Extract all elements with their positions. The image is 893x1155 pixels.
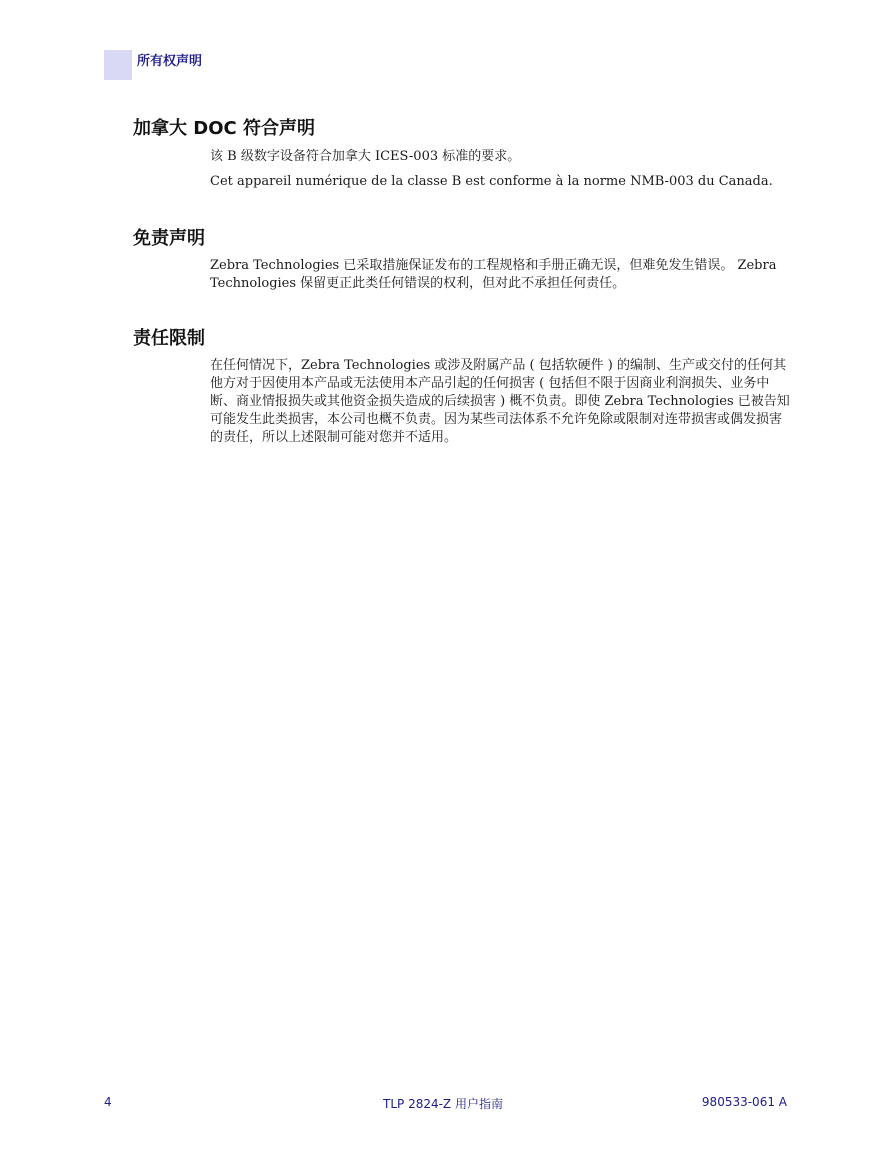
section-heading-disclaimer: 免责声明	[133, 228, 205, 249]
paragraph-disclaimer: Zebra Technologies 已采取措施保证发布的工程规格和手册正确无误，但难免发生错误。 Zebra Technologies 保留更正此类任何错误的权利，但对此不承担任何责任。	[210, 258, 777, 291]
paragraph-canada-doc-chinese: 该 B 级数字设备符合加拿大 ICES-003 标准的要求。	[210, 149, 521, 164]
running-header-title: 所有权声明	[137, 54, 203, 69]
section-heading-canada-doc: 加拿大 DOC 符合声明	[133, 118, 315, 139]
footer-doc-number: 980533-061 A	[701, 1095, 787, 1109]
section-heading-liability-limitation: 责任限制	[133, 328, 205, 349]
footer-guide-title: TLP 2824-Z 用户指南	[383, 1097, 503, 1111]
paragraph-canada-doc-french: Cet appareil numérique de la classe B est conforme à la norme NMB-003 du Canada.	[210, 174, 773, 189]
footer-page-number: 4	[104, 1095, 112, 1109]
paragraph-liability-limitation: 在任何情况下，Zebra Technologies 或涉及附属产品 ( 包括软硬件 ) 的编制、生产或交付的任何其他方对于因使用本产品或无法使用本产品引起的任何损害 ( 包括但不限于因商业利润损失、业务中断、商业情报损失或其他资金损失造成的后续损害 ) 概不负责。即使 Zebra Technologies 已被告知可能发生此类损害，本公司也概不负责。因为某些司法体系不允许免除或限制对连带损害或偶发损害的责任，所以上述限制可能对您并不适用。	[210, 358, 790, 445]
header-tab-marker	[104, 50, 132, 80]
